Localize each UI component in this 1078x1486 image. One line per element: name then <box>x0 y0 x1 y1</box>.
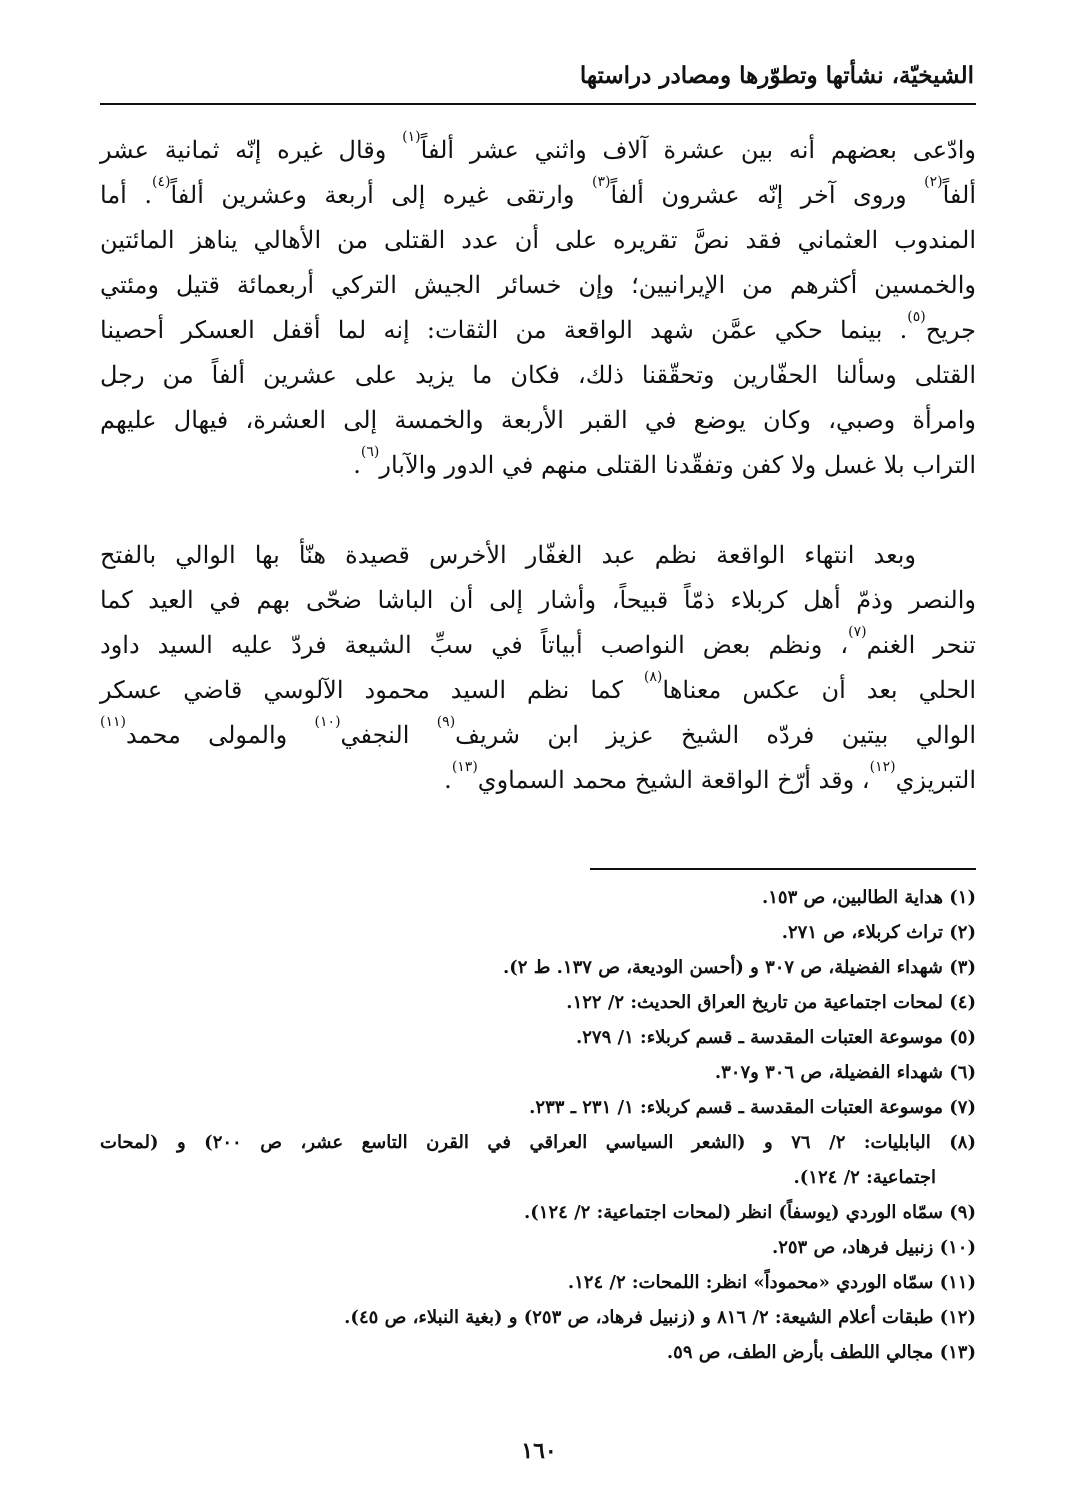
running-header: الشيخيّة، نشأتها وتطوّرها ومصادر دراستها <box>579 62 974 89</box>
footnote: (١) هداية الطالبين، ص ١٥٣. <box>761 887 976 908</box>
paragraph-2 <box>100 533 976 803</box>
footnote: (٦) شهداء الفضيلة، ص ٣٠٦ و٣٠٧. <box>714 1062 976 1083</box>
footnote: (٤) لمحات اجتماعية من تاريخ العراق الحديث: ٢/ ١٢٢. <box>566 992 976 1013</box>
text-line: والخمسين أكثرهم من الإيرانيين؛ وإن خسائر الجيش التركي أربعمائة قتيل ومئتي <box>100 271 977 299</box>
text-line: الوالي بيتين فردّه الشيخ عزيز ابن شريف$^{(٩)}$ النجفي$^{(١٠)}$ والمولى محمد$^{(١١)}$ <box>100 714 976 749</box>
text-line: التبريزي$^{(١٢)}$، وقد أرّخ الواقعة الشيخ محمد السماوي$^{(١٣)}$. <box>444 759 976 794</box>
footnote: (٩) سمّاه الوردي (يوسفاً) انظر (لمحات اجتماعية: ٢/ ١٢٤). <box>524 1202 976 1223</box>
text-line: ألفاً$^{(٢)}$ وروى آخر إنّه عشرون ألفاً$^{(٣)}$ وارتقى غيره إلى أربعة وعشرين ألفاً$^{(٤)}$. أما <box>100 174 977 209</box>
text-line: التراب بلا غسل ولا كفن وتفقّدنا القتلى منهم في الدور والآبار$^{(٦)}$. <box>353 444 976 479</box>
footnote-marker: (٦) <box>360 444 380 460</box>
text-line: القتلى وسألنا الحفّارين وتحقّقنا ذلك، فكان ما يزيد على عشرين ألفاً من رجل <box>100 361 976 389</box>
footnote: (٨) البابليات: ٢/ ٧٦ و (الشعر السياسي العراقي في القرن التاسع عشر، ص ٢٠٠) و (لمحات <box>100 1132 976 1153</box>
footnote-marker: (١٢) <box>869 759 896 775</box>
page-number: ١٦٠ <box>521 1438 557 1464</box>
text-line: تنحر الغنم$^{(٧)}$، ونظم بعض النواصب أبياتاً في سبِّ الشيعة فردّ عليه السيد داود <box>100 624 976 659</box>
text-line: وادّعى بعضهم أنه بين عشرة آلاف واثني عشر ألفاً$^{(١)}$ وقال غيره إنّه ثمانية عشر <box>100 129 976 164</box>
footnote: (١٣) مجالي اللطف بأرض الطف، ص ٥٩. <box>666 1342 976 1363</box>
footnote: (٥) موسوعة العتبات المقدسة ـ قسم كربلاء: ١/ ٢٧٩. <box>575 1027 976 1048</box>
text-line: وامرأة وصبي، وكان يوضع في القبر الأربعة والخمسة إلى العشرة، فيهال عليهم <box>100 406 976 434</box>
footnote-marker: (٩) <box>436 714 456 730</box>
footnotes <box>100 880 976 1370</box>
footnote-marker: (١) <box>402 129 421 145</box>
footnote: (١٠) زنبيل فرهاد، ص ٢٥٣. <box>771 1237 976 1258</box>
footnote: (٢) تراث كربلاء، ص ٢٧١. <box>781 922 976 943</box>
text-line: الحلي بعد أن عكس معناها$^{(٨)}$ كما نظم السيد محمود الآلوسي قاضي عسكر <box>100 669 977 704</box>
footnote-marker: (٧) <box>848 624 867 640</box>
footnote: (١١) سمّاه الوردي «محموداً» انظر: اللمحات: ٢/ ١٢٤. <box>567 1272 976 1293</box>
footnote-marker: (٨) <box>643 669 663 685</box>
footnote-marker: (٣) <box>592 174 611 190</box>
footnote-marker: (٢) <box>924 174 943 190</box>
text-line: والنصر وذمّ أهل كربلاء ذمّاً قبيحاً، وأشار إلى أن الباشا ضحّى بهم في العيد كما <box>100 586 976 614</box>
header-rule <box>100 103 976 105</box>
text-line: جريح$^{(٥)}$. بينما حكي عمَّن شهد الواقعة من الثقات: إنه لما أقفل العسكر أحصينا <box>100 309 976 344</box>
paragraph-1 <box>100 128 976 488</box>
footnote-marker: (١٠) <box>314 714 341 730</box>
text-line: وبعد انتهاء الواقعة نظم عبد الغفّار الأخرس قصيدة هنّأ بها الوالي بالفتح <box>100 541 916 569</box>
footnote-marker: (١١) <box>100 714 126 730</box>
footnote-marker: (٥) <box>907 309 926 325</box>
footnote-continuation: اجتماعية: ٢/ ١٢٤). <box>793 1167 936 1188</box>
footnote-marker: (٤) <box>151 174 171 190</box>
footnote-separator <box>590 868 976 870</box>
footnote: (٣) شهداء الفضيلة، ص ٣٠٧ و (أحسن الوديعة، ص ١٣٧. ط ٢). <box>503 957 976 978</box>
footnote-marker: (١٣) <box>451 759 478 775</box>
footnote: (٧) موسوعة العتبات المقدسة ـ قسم كربلاء: ١/ ٢٣١ ـ ٢٣٣. <box>529 1097 976 1118</box>
footnote: (١٢) طبقات أعلام الشيعة: ٢/ ٨١٦ و (زنبيل فرهاد، ص ٢٥٣) و (بغية النبلاء، ص ٤٥). <box>344 1307 976 1328</box>
text-line: المندوب العثماني فقد نصَّ تقريره على أن عدد القتلى من الأهالي يناهز المائتين <box>100 226 976 254</box>
